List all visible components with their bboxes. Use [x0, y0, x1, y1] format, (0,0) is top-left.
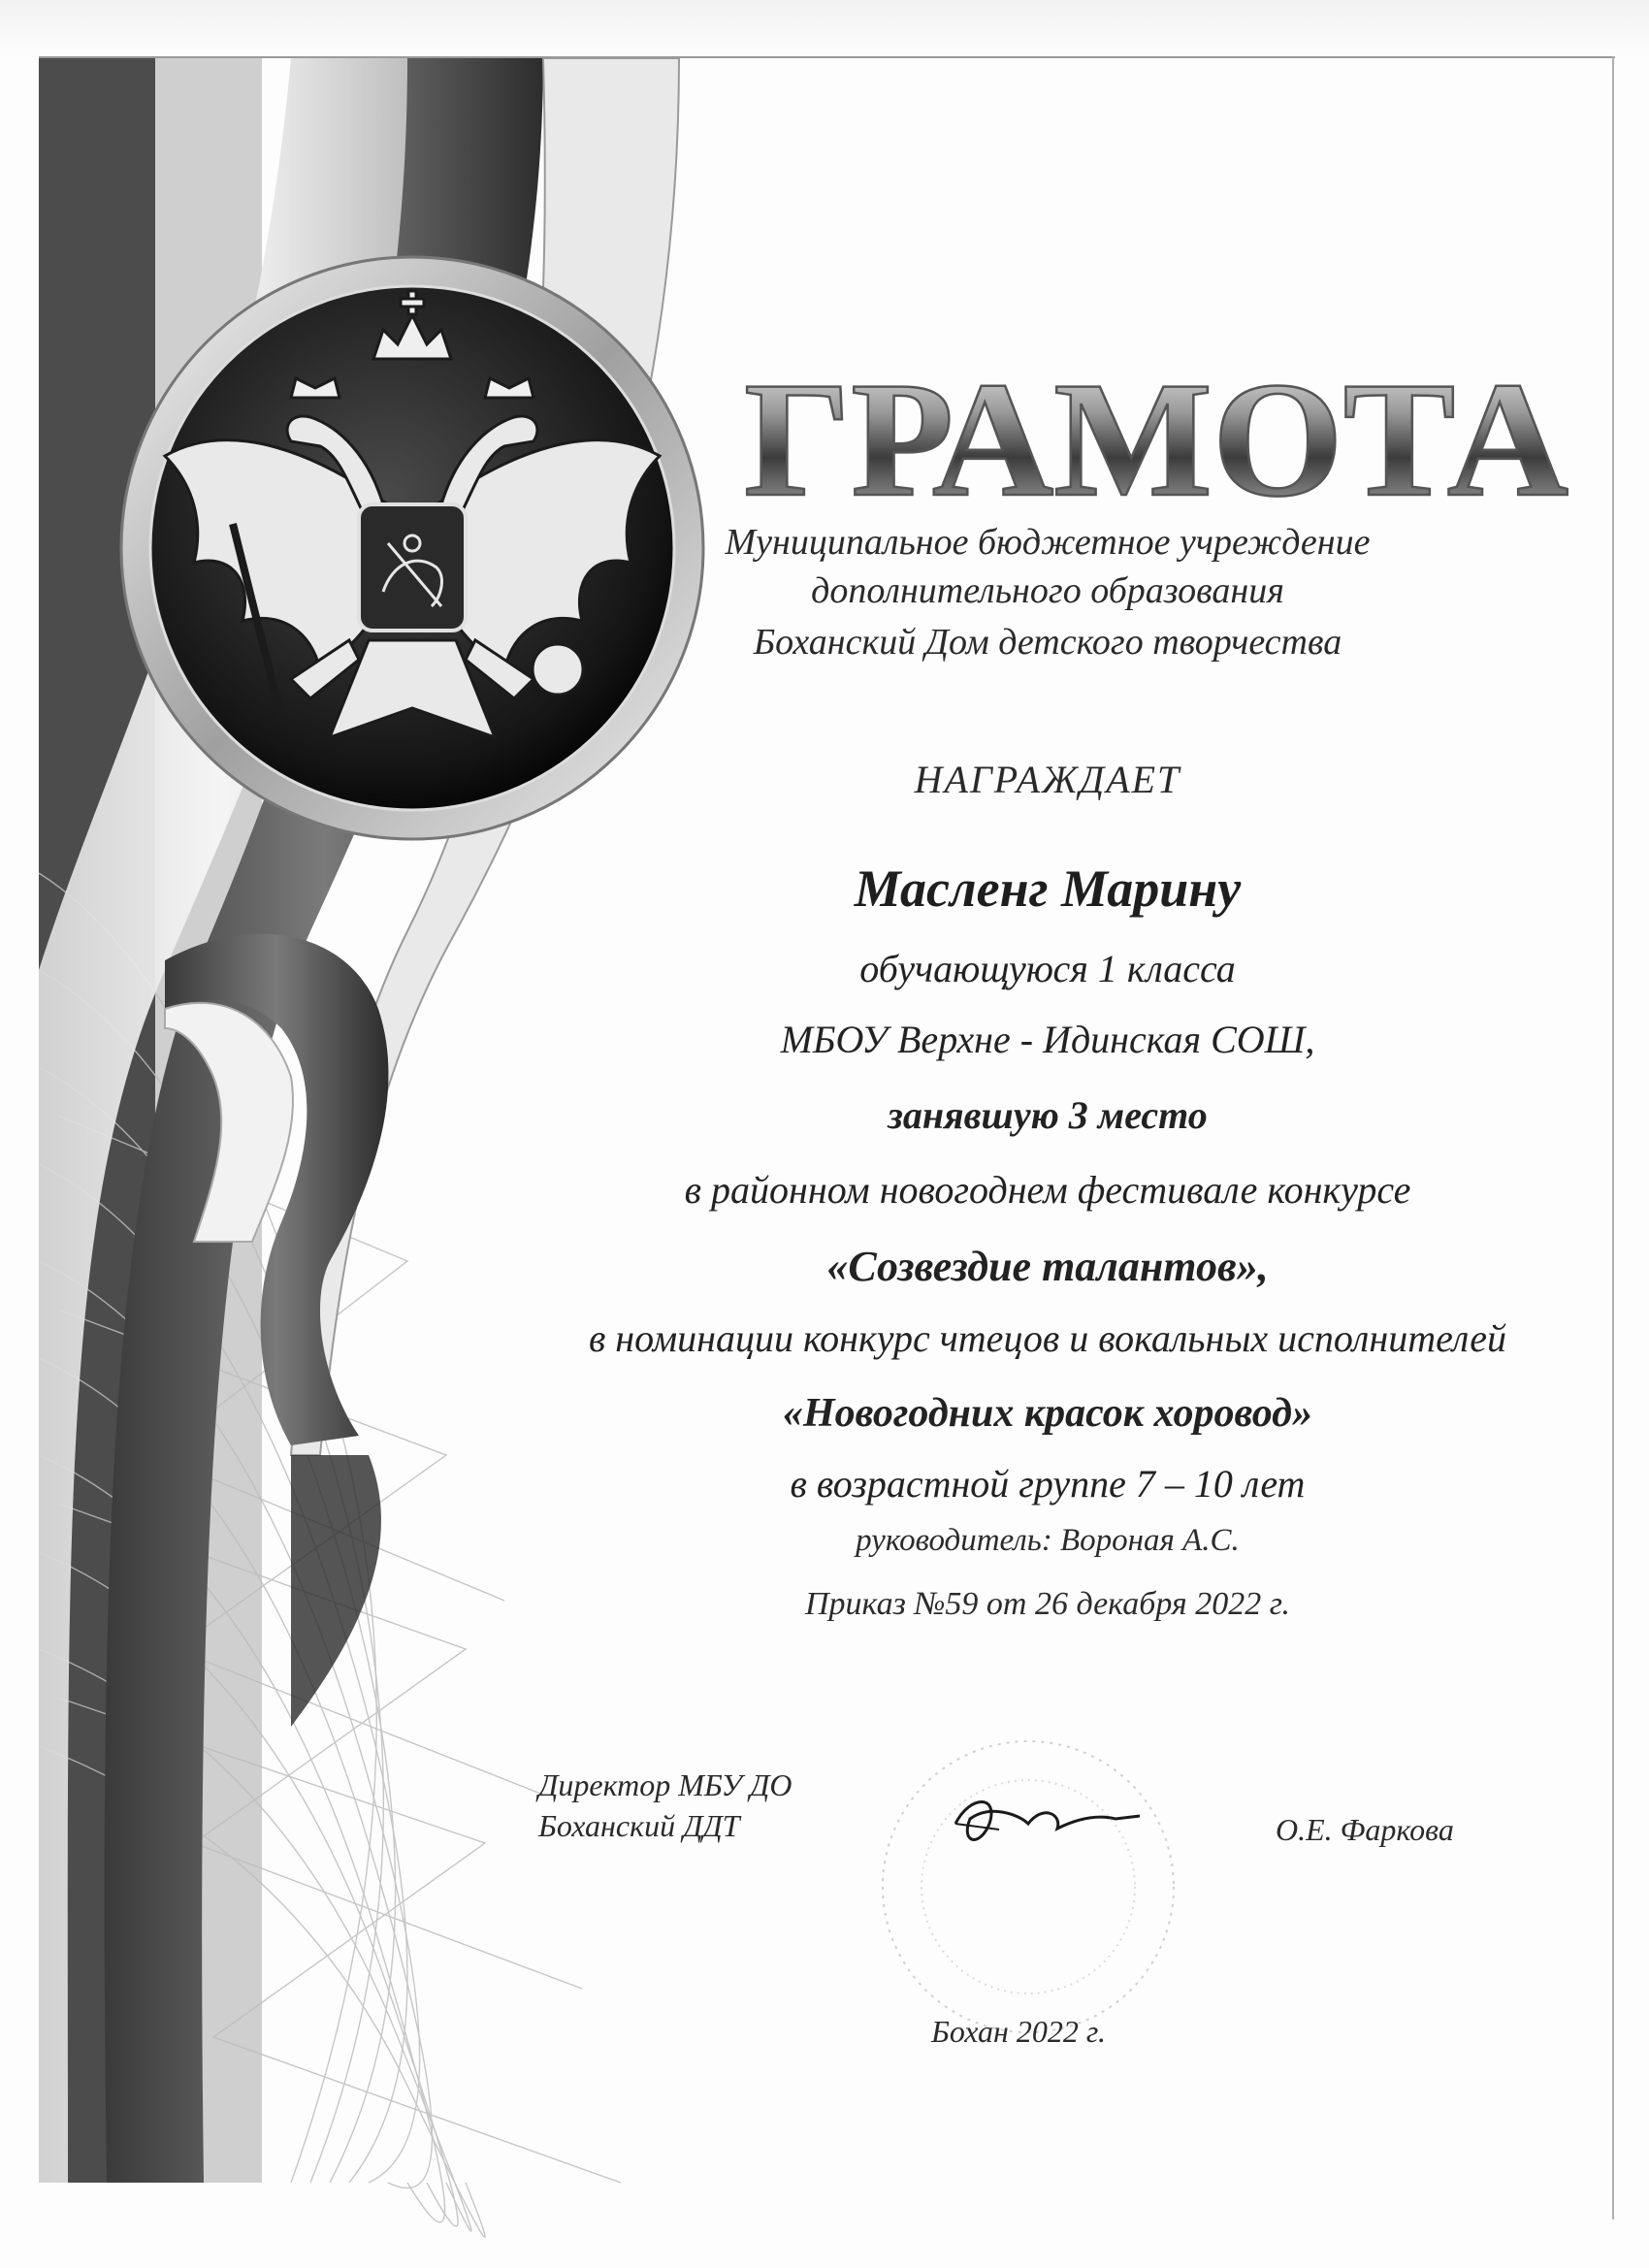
- age-group: в возрастной группе 7 – 10 лет: [790, 1462, 1306, 1506]
- nomination-line: в номинации конкурс чтецов и вокальных исполнителей: [588, 1316, 1507, 1360]
- school-name: МБОУ Верхне - Идинская СОШ,: [780, 1018, 1315, 1061]
- org-line-3: Боханский Дом детского творчества: [753, 622, 1342, 663]
- place-and-year: Бохан 2022 г.: [931, 2014, 1106, 2049]
- signatory-name: О.Е. Фаркова: [1276, 1812, 1454, 1847]
- recipient-grade: обучающуюся 1 класса: [859, 947, 1236, 990]
- stamp-outline: [883, 1741, 1174, 2032]
- place-awarded: занявшую 3 место: [888, 1093, 1208, 1137]
- title-lettering: ГРАМОТА: [744, 348, 1568, 531]
- recipient-name: Масленг Марину: [854, 859, 1242, 918]
- award-verb: НАГРАЖДАЕТ: [914, 758, 1181, 801]
- order-reference: Приказ №59 от 26 декабря 2022 г.: [804, 1586, 1291, 1622]
- event-name: «Созвездие талантов»,: [826, 1243, 1269, 1290]
- signatory-title-line-2: Боханский ДДТ: [538, 1808, 740, 1843]
- nomination-name: «Новогодних красок хоровод»: [783, 1391, 1312, 1436]
- supervisor: руководитель: Вороная А.С.: [856, 1523, 1240, 1558]
- signatory-title-line-1: Директор МБУ ДО: [538, 1767, 792, 1802]
- event-line: в районном новогоднем фестивале конкурсе: [684, 1168, 1411, 1212]
- org-line-1: Муниципальное бюджетное учреждение: [725, 522, 1371, 563]
- org-line-2: дополнительного образования: [811, 570, 1284, 611]
